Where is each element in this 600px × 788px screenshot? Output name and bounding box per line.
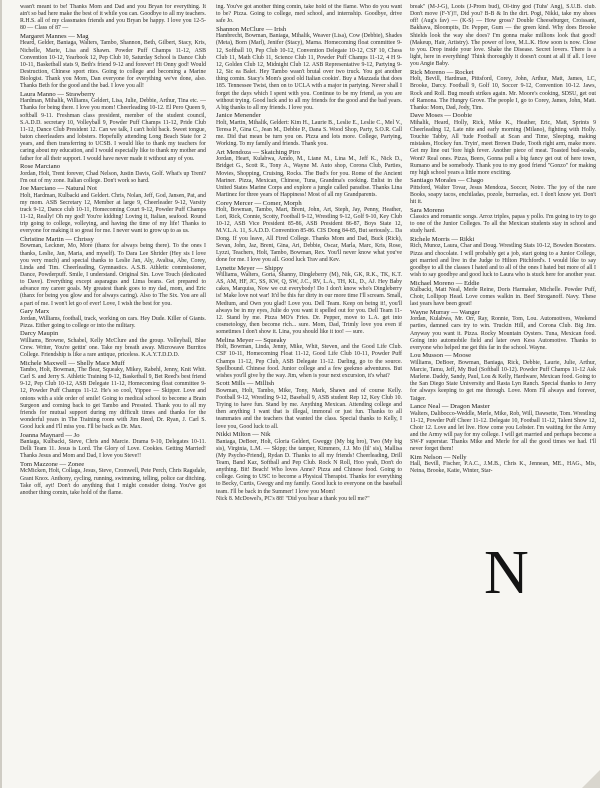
senior-bio-text: Bowman, Leckner, Mo, More (thanx for always being there). To the ones I thanks, Leslie, Jan, Maria, and myself). To Dara Lee Shrider (Hey sis I love you very much) and special thanks to Leslie Jan, Aly, Avalisa, Abe, Corey, Linda and Tim. Cheerleading, Gymnastics. A.S.B. Athletic commissioner, Dance, Powderpuff. Smile, I understand. Original Sin. Love Touch (dedicated to Dave). Everything except asparagus and Lima beans. Get prepared to advance my career goals. My greatest thank goes to my dad, mom, and Eric (thanx for being you glow and for always caring). Also to The Six. You are all a part of me. I won't let go of ever! Love, I wish the best for you. <box>20 243 206 307</box>
senior-name: Tom Mazzone — Zonee <box>20 461 85 468</box>
senior-entry <box>410 403 596 453</box>
senior-entry <box>410 454 596 476</box>
senior-bio-text: Holt, Hardman, Kulbacki and Geldert. Chris, Nolan, Jeff, God, Jansen, Pat, and my mom. ASB Secretary 12, Member at large 9, Cheerleader 9-12, Varsity track 9-12, Dance club 10-11, Homecoming Court 9-12, Powder Puff Champs 11-12, Really! Oh my god! You're kidding! Loving it, Italian, seafood. Round trip going to college, volleying, and having the time of my life! Thanks to everyone for making it so great for me. I never want to grow up to as us. <box>20 192 206 235</box>
senior-entry <box>216 337 402 380</box>
senior-entry <box>216 380 402 430</box>
text-column-middle <box>216 4 402 782</box>
senior-entry <box>20 360 206 432</box>
senior-name: Michele Maxwell — Shelly Mace Muff <box>20 359 125 367</box>
senior-name: Dave Moses — Doobie <box>410 112 473 120</box>
senior-entry <box>410 280 596 309</box>
senior-bio-text: Rich, Munoz, Laura, Char and Doug. Wrestling Stats 10-12, Bowden Boosters. Pizza and chocolate. I will probably get a job, start going to a Junior College, get married and live in the Judge to Hilton Pitchford's. I would like to say goodbye to all the classes I hated and to all of the ones I hated but more of all I wish to say goodbye and good luck to Laura who is stuck here for another year. <box>410 243 596 278</box>
senior-entry <box>216 431 402 496</box>
senior-bio-text: Hambrecht, Bowman, Baniaga, Mihalik, Weaver (Lisa), Cow (Debbie), Shades (Meta), Born (Marl), Jenifer (Stacy), Marna. Homecoming float committee 9-12, Softball 10, Pep Club 10-12, Convention Delegate 10-12, CSF 10, Chess Club 11, Math Club 11, Science Club 11, Powder Puff Champs 11-12, 4 H 9-12, Golden Club 12, Midnight Club 12. ASB Representative 9-12, Partying 9-12, Sic ea Balet. Hey Tambo wasn't brutal over two truck. You got another thing comin. Stacy's Mom's good old Italian cookin'. Buy a Mazzada that does 185. Tennessee Twist, then on to UCLA with a major in partying. Never shall I forget the days which I spent with you. Continue to be my friend, as you are without trying. Good luck and to all my friends for the good and the bad years. A big thanks to all my friends. I love you. <box>216 33 402 111</box>
page-corner-fold <box>582 770 600 788</box>
senior-bio-text: Tambo, Holt, Bowman, The Bear, Squeaky, Mikey, Rabehl, Jenny, Knit Whit. Carl S. and Jerry S. Athletic Training 9-12, Basketball 9, Bet Reed's best friend 9-12, Pep Club 10-12, ASB Delegate 11-12, Homecoming float committee 9-12, Powder Puff Champs 11-12. He's so cool, Yippee — Skipper. Love and onions with a side order of smile! Going to medical school to become a Brain Surgeon and coming back to get Tambo and Pressted. Thank you to all my friends for mutual support during my difficult times and thanks for the wonderful years in The Training room with Jim Reed, Dr. Ryan, J. Carl S. Good luck and I'll miss you. I'll be back as Dr. Max. <box>20 366 206 431</box>
senior-name: Shannon McClure — Irish <box>216 25 287 33</box>
senior-name: Margaret Mannes — Mag <box>20 33 89 41</box>
senior-entry <box>410 236 596 279</box>
senior-entry <box>410 177 596 206</box>
senior-bio-text: Hall, Bevill, Fischer, P.A.C., J.M.B., Chris K., Jennean, ME., HAG., Mis, Neina, Brooke, Katie, Winter, Star- <box>410 461 596 475</box>
senior-entry <box>410 4 596 68</box>
senior-name: Rick Moreno — Rocket <box>410 68 474 76</box>
senior-bio-text: break" (M-J-G), Loots (J-Prom bud), Ol-tiny god (Tuhs' Ang), S.U.B. club. Don't move (F-Y)!!, Did you? B-B & In the dirt. Pogi, Nikki, take my shoes off! (Aug's fav) — (K-S) — How gross? Double Cheeseburger, Croissant, Bakhava, Bloompits, Dr. Pepper, Gum — the green kind. Why does Brooke Shields look the way she does? I'm gonna make millions look that good! (Makeup, Hair, Artistry). The power of love, M.L.K. How soon is now. Close to you. Drop inside your love. Shake the Disease. Secret lovers. There is a light, here in everything! Think thoroughly it doesn't count at all if all. I love you Angie Baby. <box>410 4 596 68</box>
senior-bio-text: Jordan, Williams, football, track, working on cars. Hey Dude. Killer of Giants. Pizza. Either going to college or into the military. <box>20 315 206 329</box>
senior-bio-text: Jordan, Kulabwa, Mr. Orr, Ray, Ronnie, Tom, Lou. Automotives, Weekend parties, damned cars try to win. Truckin Hill, and Corona Club. Big Jim. Anyway you want it. Pizza. Rocky Mountain Oysters. Tuna, Mexican food. Going into automobile field and later own Kess Automotive. Thanks to everyone who helped me get this far in the school. Wayne. <box>410 316 596 351</box>
senior-bio-text: Williams, Browne, Schabel, Kelly McClure and the group. Volleyball, Blue Crew. Writer, You're gettin' one. Take my breath away. Microwave Burritos College. Friendship is like a rare antique, priceless. K.A.Y.T.D.D.D. <box>20 337 206 358</box>
senior-entry <box>20 185 206 235</box>
senior-name: Scott Mills — Millish <box>216 380 275 388</box>
senior-name: Christine Martin — Chrissy <box>20 235 94 243</box>
senior-bio-text: Baniaga, DeBoer, Holt, Gloria Geldert, Gweggy (My big bro), Two (My big sis), Virginia, L.M. — Skipp; the tamper, Kimmers, J.J. Mo (lil' sis), Mallisa (My Psycho-Friend), Rydan D. Thanks to all my friends! Cheerleading, Drill Team, Band Kaz, Softball and Pep Club. Rock N Roll, Hoo yeah, Don't do anything. Bit! Beach! Who loves Anne? Pizza and Chinese food. Going to college. Going to USC to become a Physical Therapist. Thanks for everything to Becky, Curtis, Gwegy and my family. Good luck to everyone on the baseball team. I'll be back in the Summer! I love you Mom! <box>216 438 402 495</box>
senior-bio-text: Walters, Dalibocco-Weddle, Merle, Mike, Rob, Will, Dawsette, Tom. Wrestling 11-12, Powder Puff Cheer 11-12. Delegate 10, Football 11-12, Talent Show 12, Choir 12. Love and let live. How come you Lobster. I'm waiting for the Army and the Army will pay for my college. I will get married and perhaps become a SW-F superstar. Thanks Mike and Merle for all the good times we had. I'll never forget them! <box>410 410 596 453</box>
senior-bio-text: Kulbacki, Matt Neal, Merle Reine, Doris Harmaker, Michelle. Powder Puff, Choir, Lollipop Head. Love comes walkin in. Beef Stroganoff. Navy. These last years have been great! <box>410 286 596 308</box>
senior-bio-text: Bowman, Holt, Tambo, Mike, Tony, Mark, Shawn and of course Kelly. Football 9-12, Wrestling 9-12, Baseball 9, ASB student Rep 12, Key Club 10. Trying to have fun. Stand by me. Anything Mexican. Attending college and then anything I want that is illegal, immoral or just fun. Thanks to all teammates and the teachers that wanted the class. Special thanks to Kelly, I love you, Good luck to all. <box>216 387 402 430</box>
senior-bio-text: Williams, Walters, Goria, Shanny, Dingleberry (M), Nik, GK, R.K., TK, K.T. AS, AM, HF, JC, SS, KW, Q, SW, J.C., RV, L.A., TH, KL, D., AJ. Hey Baby cakes, Marquiss, Now we cut everybody! Do I don't know who's Dingleberry is! Make love not war! It'd be this fur dirty in our more time I'll scream. Small, Medium, and Own you glad! Love you. Dell Team. Keep on being it!, you'll always be in my eyes, Julie do you want it spelled out for you. Dell Team 11-12. Stand by me. Pizza MO's Fries. Dr. Pepper, move to L.A. get into cosmetology, then become rich... sure. Mom, Dad, Trimly love you even if sometimes I don't show it. Lina, you should like it too! — sure. <box>216 271 402 336</box>
senior-bio-text: wasn't meant to be! Thanks Mom and Dad and you Bryan for everything. It ain't so bad here make the best of it while you can. Goodbye to all my teachers. R.H.S. all of my classmates friends and you Bryan be happy. I love you 12-5-80 — Class of 87 — <box>20 4 206 32</box>
senior-name: Lance Neal — Dragon Master <box>410 403 490 411</box>
senior-bio-text: Classics and romantic songs. Arroz triples, papas y pollo. I'm going to try to go to one of the Junior Colleges. To all the Mexican students stay in school and study hard. <box>410 214 596 235</box>
senior-entry <box>20 91 206 163</box>
senior-entry <box>20 461 206 497</box>
senior-entry <box>20 432 206 461</box>
senior-name: Santiago Morales — Chago <box>410 177 484 185</box>
senior-bio-text: Baniaga, Kulbacki, Steve, Chris and Marcie. Drama 9-10, Delegates 10-11. Delli Team 11. Jesus is Lord. The Glory of Love. Cookies. Getting Married! Thanks Jesus and Mom and Dad, I love you Steve!! <box>20 439 206 460</box>
senior-entry <box>20 236 206 308</box>
section-letter: N <box>484 539 529 607</box>
senior-bio-text: Nick 8. McDowel's, PC's 88! "Did you hear a thank you tell me?" <box>216 496 370 503</box>
senior-entry <box>216 26 402 112</box>
senior-name: Richele Morris — Rikki <box>410 235 475 243</box>
senior-entry <box>20 163 206 185</box>
senior-name: Nikki Milton — Nik <box>216 431 271 439</box>
senior-entry <box>216 4 402 25</box>
senior-name: Kim Nelson — Nelly <box>410 453 467 461</box>
senior-name: Janice Menender <box>216 112 261 120</box>
senior-name: Melina Meyer — Squeaky <box>216 336 287 344</box>
senior-bio-text: Hardman, Mihalik, Williams, Geldert, Lisa, Julie, Debbie, Arthur, Tina etc. — Thanks for being there. I love you mom! Cheerleading 10-12. El Pero Queen 9, softball 9-11. Freshman class president, member of the student council, S.A.D.D. secretary 10, Volleyball 9, Powder Puff Champs 11-12, Pride Club 11-12, Dance Club President 12. Can we talk, I can't hold back. Sweet tongue, baton cheerleaders and lobsters. Hopefully attending Long Beach State for 2 years, and then transferring to UCSB. I would like to thank my teachers for caring about my education, and I would especially like to thank my mother and father for all their support. I would have never made it without any of you. <box>20 98 206 162</box>
senior-entry <box>20 33 206 91</box>
senior-name: Lou Musson — Moose <box>410 352 471 360</box>
senior-name: Joe Marciano — Natural Not <box>20 185 97 193</box>
senior-bio-text: Holt, Bowman, Linda, Jenny, Mike, Whit, Steven, and the Good Life Club. CSF 10-11, Homecoming Float 11-12, Good Life Club 10-11, Powder Puff Champs 11-12, Pep Club, ASB Delegate 11-12. Darling, go to the source. Spellbound. Chinese food. Junior college and a few geekmo adventures. But wishes you'll give by the way. Jim, when is your next excursion, it's what? <box>216 344 402 379</box>
senior-entry <box>216 112 402 148</box>
senior-bio-text: ing. You've got another thing comin, take hold of the flame. Who do you want to be? Pizza. Going to college, med school, and internship. Goodbye, drive safe Jo. <box>216 4 402 25</box>
senior-entry <box>410 112 596 177</box>
senior-bio-text: McMicken, Holt, Collaga, Jesus, Steve, Cromwell, Pete Perch, Chris Ragsdale, Grant Knox. Anthony, cycling, running, swimming, telling, police car ditching. Take off, ayt! Don't do anything that I might consider doing. You've got another thing comin, take hold of the flame. <box>20 468 206 496</box>
senior-bio-text: Williams, DeBoer, Bowman, Baniaga, Rick, Debbie, Laurie, Julie, Arthur, Marcie, Tamu, Jeff, My Bud (Softball 10-12). Powder Puff Champs 11-12 Ask Marlene. Daddy, Sandy, Paul, Lou & Kelly, Hardware, Mexican food. Going to the San Diego State University and Rasta Lyn Ranch. Special thanks to Jerry for always keeping to get me through. Love. Mom I'll always and forever, Taiger. <box>410 359 596 402</box>
senior-bio-text: Mihalik, Heard, Holly, Rick, Mike K., Heather, Eric, Matt, Sprints 9 Cheerleading 12, Late nite and early morning (Milano), fighting with Holly. Touchie Tabby, All 'tude Football at Scan and Time, Sleeping, making mistakes, Hockey fun. Tryin', meet Brown Dude, Tooth right arm, make more. Get my line out 'fore high fever. Another piece of meat. Toasted bud-soaks, Wont? Real ones. Pizza, Beers, Gonna pull a big fancy get out of here town, Rumano and be somebody. Thank you to my good friend "Gonzo" for making my high school years a little more exciting. <box>410 119 596 176</box>
senior-bio-text: Holt, Bevill, Hardman, Pittsford, Corey, John, Arthur, Matt, James, LC, Brooke, Darcy. Football 9, Golf 10, Soccer 9-12, Convention 10-12. Jaws, Rock and Roll. Bug mouth strikes again. Mr. Moore's cooking, SDSU, get out of Ramona. The Hungry Grove. The people I, go to Corey, James, John, Matt. Thanks: Mom, Dad, Jody, Tim. <box>410 76 596 111</box>
senior-entry <box>216 200 402 265</box>
senior-bio-text: Pittsford, Walter Tovar, Jesus Mendoza, Soccer, Notre. The joy of the rare Books, soapy tacos, enchiladas, pozole, burruelas, ect. I don't know yet. Don't hit it. <box>410 184 596 206</box>
senior-entry <box>216 149 402 199</box>
senior-name: Lynette Meyer — Shippy <box>216 264 284 272</box>
senior-name: Wayne Murray — Wanger <box>410 308 480 316</box>
senior-entry <box>410 69 596 112</box>
senior-name: Gary Marx <box>20 308 50 316</box>
senior-entry <box>216 496 402 503</box>
senior-bio-text: Jordan, Holt, Trent forever, Chad Nelson, Justin Davis, Golf. What's up Trent? I'm out of my zone. Italian college. Don't work so hard. <box>20 170 206 184</box>
text-column-right <box>410 4 596 782</box>
text-column-left <box>20 4 206 782</box>
senior-entry <box>410 352 596 402</box>
senior-bio-text: Jordan, Heart, Kulabwa, Amdo, M., Liane M., Lina M., Jeff K., Nick D., Bridget G., Scott R., Tony A., Wayne M. Auto shop, Corona Club, Parties, Movies, Shopping, Cruising, Rocks. The Bud's for you. Rome of the Ancient Mariner. Pizza, Mexican, Chinese, Tuna, Grandma's cooking. Enlist in the United States Marine Corps and explore a jungle called paradise. Thanks Lina Martinez for three years of Happiness! Most of all my Grandparents. <box>216 156 402 198</box>
senior-entry <box>20 4 206 33</box>
senior-bio-text: Heard, Gelder, Baniaga, Walters, Tambo, Shannon, Beth, Gilbert, Stacy, Kris, Nichelle, Marie, Lisa and Shawn. Powder Puff Champs 11-12, ASB Convention 10-12, Yearbook 12, Pep Club 10, Saturday School is Dance Club 10-11, Basketball stats 9, Beth's friend 9-12 and forever! Hi Onny god! Would Destruction, Chinese sport rites. Going to college and becoming a Marine Biologist. Thank you Mom, Dan everyone for everything we've done, also. Thanks Beth for the good and the bad. I love you all! <box>20 40 206 90</box>
senior-name: Rose Marciano <box>20 163 61 171</box>
senior-name: Corey Mercer — Comer, Morph <box>216 199 302 207</box>
senior-entry <box>20 308 206 330</box>
senior-entry <box>216 265 402 337</box>
senior-name: Art Mendoza — Skatching Piro <box>216 148 300 156</box>
senior-name: Sara Moreno <box>410 206 445 214</box>
senior-entry <box>20 330 206 359</box>
senior-name: Laura Manno — Strawberry <box>20 90 95 98</box>
senior-entry <box>410 309 596 352</box>
senior-name: Michael Moreno — Eddie <box>410 279 480 287</box>
senior-entry <box>410 207 596 236</box>
senior-bio-text: Holt, Martin, Mihalik, Geldert: Kim H., Laurie B., Leslie E., Leslie C., Mel V., Teresa P., Gina C., Jean M., Debbie P., Dana S. Wood Shop, Party, S.O.R. Call me. Did that mean be turn you on. Pizza and lots more. College, Partying, Working. To my family and friends. Thank you. <box>216 119 402 148</box>
senior-name: Darcy Maupin <box>20 330 59 338</box>
senior-bio-text: Holt, Bowman, Tambo, Mart, Brent, John, Art, Steph, Jay, Penny, Heather, Lori, Rick, Connie, Scotty, Football 9-12, Wrestling 9-12, Golf 9-10, Key Club 10-12, ASB Vice President 85-86, ASB President 86-87, Boys State 12, M.V.L.A. 11, S.A.D.D. Convention 85-86. CIS Dong 84-85, But seriously... Da Dong. If you leave, All Fired College. Thanks Mom and Dad, Buck (Rick), Sevan, John, Jaz, Brent, Gina, Ari, Debbie, Oscar, Marla, Marc, Kris, Rose, Lyzzi, Teachers, Holt, Tambo, Bowman, Rex. You'll never know what you've done for me. I love you all. Good luck Trav and Kev. <box>216 206 402 264</box>
senior-name: Joanna Maynard — Jo <box>20 431 80 439</box>
